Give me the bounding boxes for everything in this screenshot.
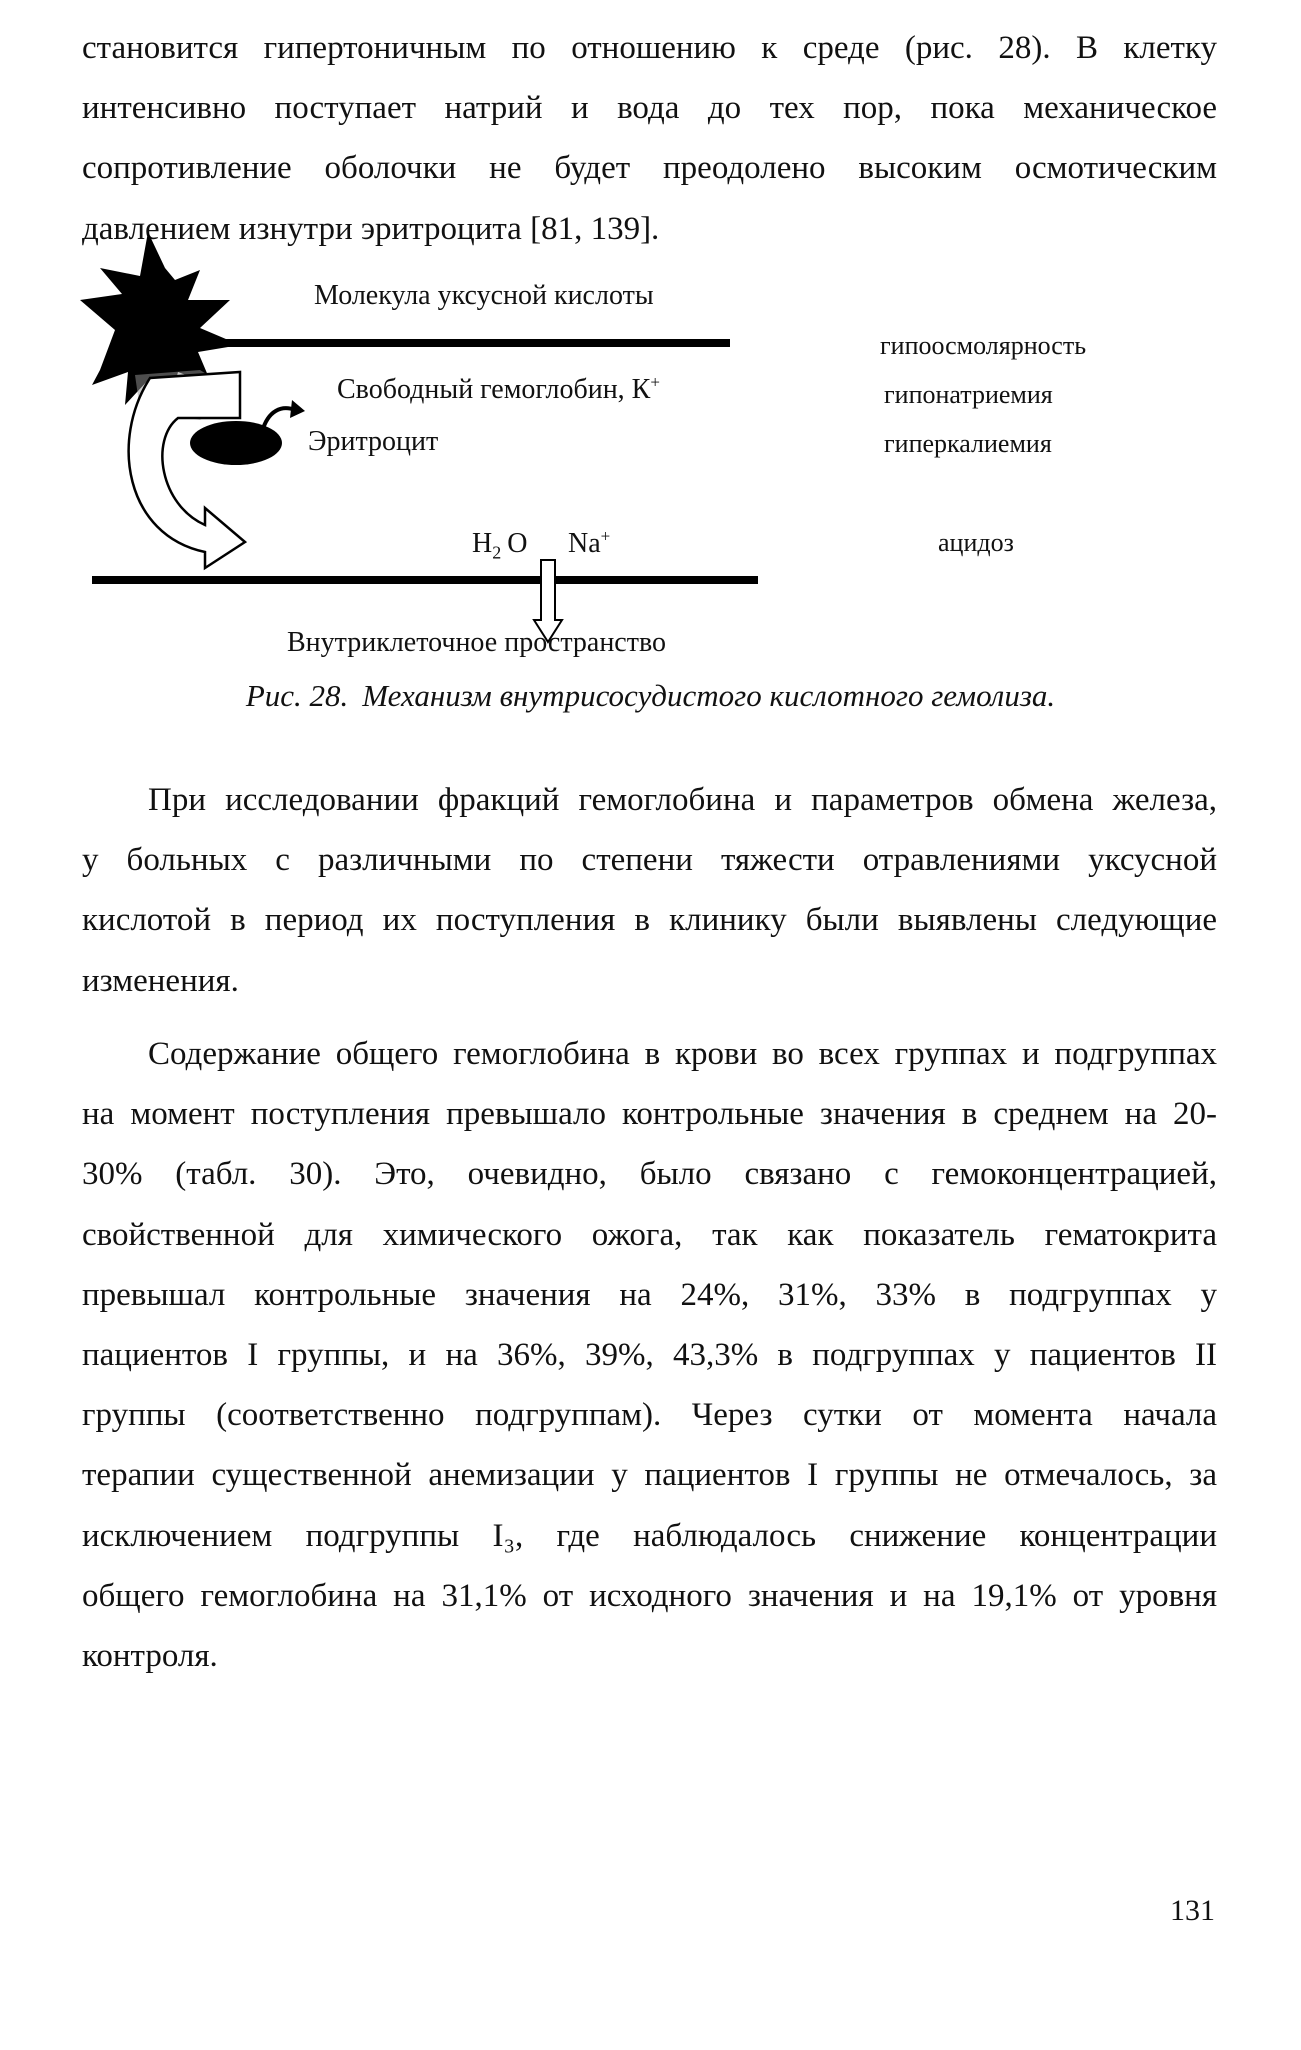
effect-acidosis: ацидоз (938, 528, 1014, 557)
text-line: превышал контрольные значения на 24%, 31%, 33% в подгруппах у (82, 1276, 1217, 1313)
free-hemoglobin-label: Свободный гемоглобин, К+ (337, 372, 660, 405)
effect-hyponatremia: гипонатриемия (884, 380, 1053, 409)
text-line: изменения. (82, 962, 239, 999)
text-line: контроля. (82, 1637, 218, 1674)
text-line: исключением подгруппы I₃, где наблюдалось снижение концентрации (82, 1517, 1217, 1554)
figure-number: Рис. 28. (245, 678, 349, 713)
text-line: становится гипертоничным по отношению к среде (рис. 28). В клетку (82, 30, 1217, 66)
figure-caption (0, 678, 1301, 714)
text-line: кислотой в период их поступления в клинику были выявлены следующие (82, 902, 1217, 939)
text-line: общего гемоглобина на 31,1% от исходного значения и на 19,1% от уровня (82, 1577, 1217, 1614)
page-number: 131 (1170, 1894, 1215, 1927)
erythrocyte-label: Эритроцит (308, 426, 439, 457)
paragraph-hemoglobin (82, 1024, 1217, 1686)
text-line: Содержание общего гемоглобина в крови во всех группах и подгруппах (148, 1036, 1217, 1072)
figure-caption-text: Механизм внутрисосудистого кислотного гемолиза. (362, 678, 1056, 713)
hemolysis-diagram (0, 0, 1301, 700)
erythrocyte-icon (190, 421, 282, 465)
curved-arrow-icon (129, 372, 245, 568)
text-line: сопротивление оболочки не будет преодолено высоким осмотическим (82, 150, 1217, 187)
text-line: 30% (табл. 30). Это, очевидно, было связано с гемоконцентрацией, (82, 1156, 1217, 1193)
paragraph-findings-intro (82, 770, 1217, 1011)
water-label: $H_2$ O (472, 528, 528, 563)
text-line: терапии существенной анемизации у пациентов I группы не отмечалось, за (82, 1457, 1217, 1494)
intracellular-space-label: Внутриклеточное пространство (287, 627, 666, 658)
text-line: у больных с различными по степени тяжести отравлениями уксусной (82, 842, 1217, 879)
text-line: группы (соответственно подгруппам). Через сутки от момента начала (82, 1397, 1217, 1434)
effect-hyperkalemia: гиперкалиемия (884, 429, 1052, 458)
effect-hypoosmolarity: гипоосмолярность (880, 331, 1087, 360)
text-line: свойственной для химического ожога, так как показатель гематокрита (82, 1216, 1217, 1253)
acid-molecule-label: Молекула уксусной кислоты (314, 280, 654, 311)
text-line: При исследовании фракций гемоглобина и параметров обмена железа, (148, 782, 1217, 818)
text-line: на момент поступления превышало контрольные значения в среднем на 20- (82, 1096, 1217, 1133)
text-line: давлением изнутри эритроцита [81, 139]. (82, 210, 660, 247)
text-line: пациентов I группы, и на 36%, 39%, 43,3% в подгруппах у пациентов II (82, 1336, 1217, 1373)
text-line: интенсивно поступает натрий и вода до тех пор, пока механическое (82, 90, 1217, 127)
sodium-label: Na+ (568, 526, 611, 559)
